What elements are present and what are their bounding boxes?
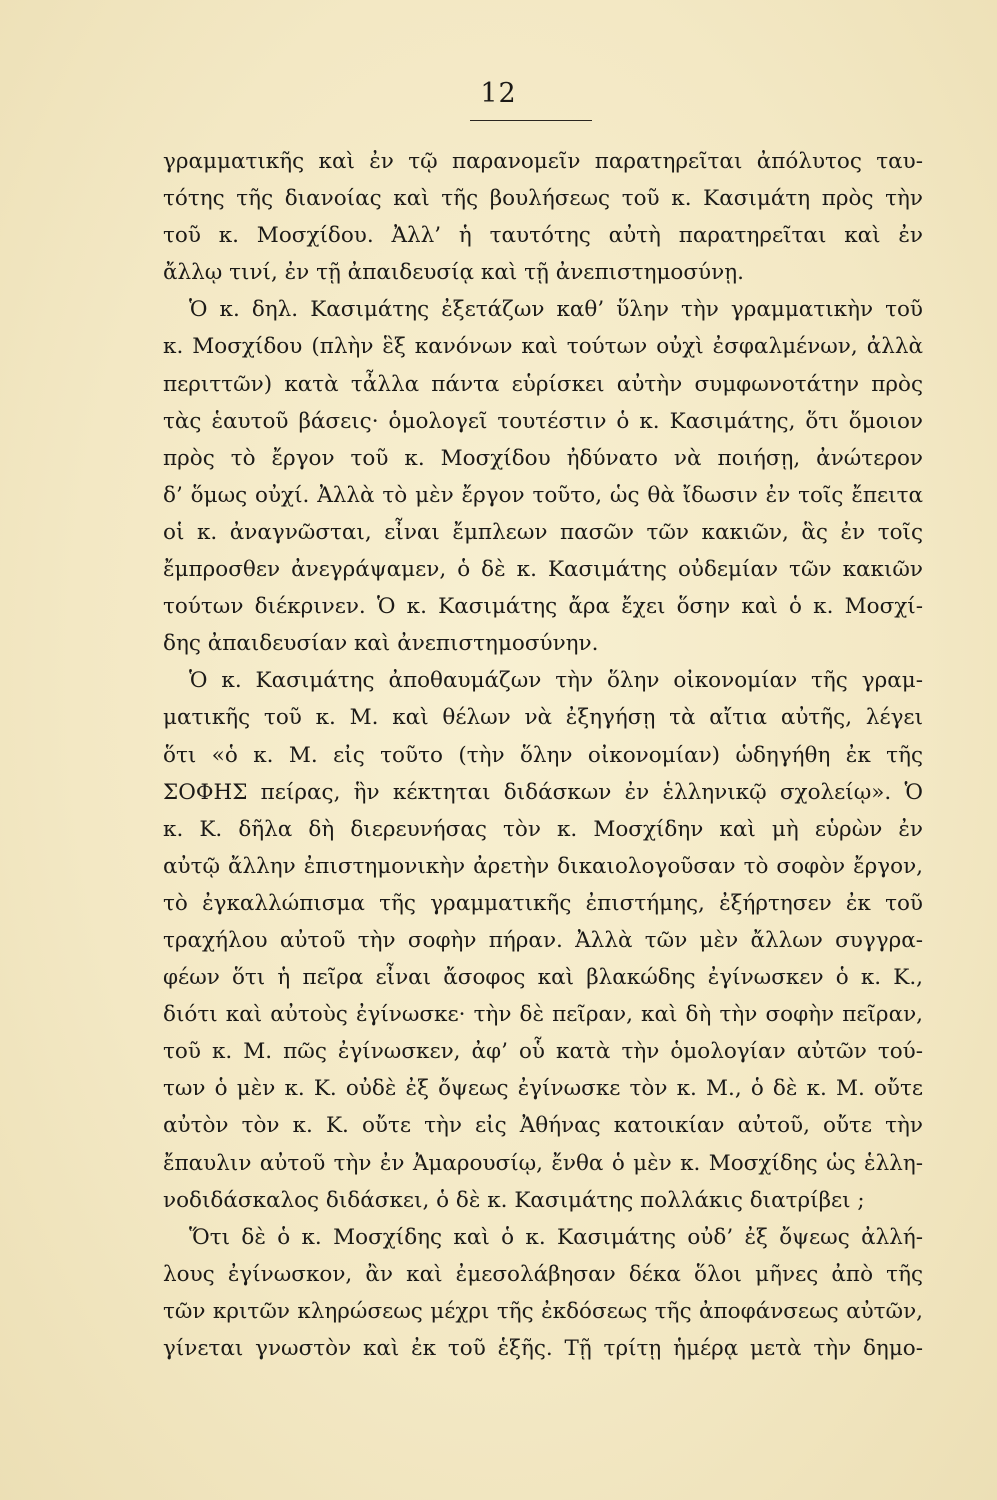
text-line: πρὸς τὸ ἔργον τοῦ κ. Μοσχίδου ἠδύνατο νὰ ποιήσῃ, ἀνώτερον bbox=[163, 445, 923, 471]
text-line: Ὁ κ. δηλ. Κασιμάτης ἐξετάζων καθ’ ὕλην τὴν γραμματικὴν τοῦ bbox=[189, 297, 923, 323]
text-line: τοῦ κ. Μοσχίδου. Ἀλλ’ ἡ ταυτότης αὐτὴ παρατηρεῖται καὶ ἐν bbox=[163, 223, 923, 249]
text-line: κ. Κ. δῆλα δὴ διερευνήσας τὸν κ. Μοσχίδην καὶ μὴ εὑρὼν ἐν bbox=[163, 816, 923, 842]
text-line: νοδιδάσκαλος διδάσκει, ὁ δὲ κ. Κασιμάτης πολλάκις διατρίβει ; bbox=[163, 1187, 865, 1213]
text-line: τοῦ κ. Μ. πῶς ἐγίνωσκεν, ἀφ’ οὗ κατὰ τὴν ὁμολογίαν αὐτῶν τού- bbox=[163, 1039, 923, 1065]
text-line: περιττῶν) κατὰ τἆλλα πάντα εὑρίσκει αὐτὴν συμφωνοτάτην πρὸς bbox=[163, 371, 923, 397]
text-line: δ’ ὅμως οὐχί. Ἀλλὰ τὸ μὲν ἔργον τοῦτο, ὡς θὰ ἴδωσιν ἐν τοῖς ἔπειτα bbox=[163, 482, 923, 508]
text-line: οἱ κ. ἀναγνῶσται, εἶναι ἔμπλεων πασῶν τῶν κακιῶν, ἃς ἐν τοῖς bbox=[163, 519, 923, 545]
text-line: ΣΟΦΗΣ πείρας, ἣν κέκτηται διδάσκων ἐν ἑλληνικῷ σχολείῳ». Ὁ bbox=[163, 779, 923, 805]
body-text bbox=[163, 143, 923, 1367]
header-rule bbox=[470, 120, 592, 121]
text-line: ἄλλῳ τινί, ἐν τῇ ἀπαιδευσίᾳ καὶ τῇ ἀνεπιστημοσύνῃ. bbox=[163, 260, 744, 286]
text-line: κ. Μοσχίδου (πλὴν ἓξ κανόνων καὶ τούτων οὐχὶ ἐσφαλμένων, ἀλλὰ bbox=[163, 334, 923, 360]
page-number: 12 bbox=[480, 78, 517, 109]
text-line: γραμματικῆς καὶ ἐν τῷ παρανομεῖν παρατηρεῖται ἀπόλυτος ταυ- bbox=[163, 149, 923, 174]
text-line: γίνεται γνωστὸν καὶ ἐκ τοῦ ἑξῆς. Τῇ τρίτῃ ἡμέρᾳ μετὰ τὴν δημο- bbox=[163, 1336, 923, 1361]
text-line: ὅτι «ὁ κ. Μ. εἰς τοῦτο (τὴν ὅλην οἰκονομίαν) ὡδηγήθη ἐκ τῆς bbox=[163, 742, 923, 768]
text-line: Ὁ κ. Κασιμάτης ἀποθαυμάζων τὴν ὅλην οἰκονομίαν τῆς γραμ- bbox=[189, 668, 923, 694]
text-line: διότι καὶ αὐτοὺς ἐγίνωσκε· τὴν δὲ πεῖραν, καὶ δὴ τὴν σοφὴν πεῖραν, bbox=[163, 1002, 923, 1028]
text-line: δης ἀπαιδευσίαν καὶ ἀνεπιστημοσύνην. bbox=[163, 631, 599, 657]
text-line: αὐτῷ ἄλλην ἐπιστημονικὴν ἀρετὴν δικαιολογοῦσαν τὸ σοφὸν ἔργον, bbox=[163, 853, 923, 879]
text-line: λους ἐγίνωσκον, ἂν καὶ ἐμεσολάβησαν δέκα ὅλοι μῆνες ἀπὸ τῆς bbox=[163, 1261, 923, 1287]
text-line: ἔπαυλιν αὐτοῦ τὴν ἐν Ἀμαρουσίῳ, ἔνθα ὁ μὲν κ. Μοσχίδης ὡς ἑλλη- bbox=[163, 1150, 923, 1176]
text-line: ἔμπροσθεν ἀνεγράψαμεν, ὁ δὲ κ. Κασιμάτης οὐδεμίαν τῶν κακιῶν bbox=[163, 557, 923, 583]
text-line: τούτων διέκρινεν. Ὁ κ. Κασιμάτης ἄρα ἔχει ὅσην καὶ ὁ κ. Μοσχί- bbox=[163, 594, 923, 620]
text-line: ματικῆς τοῦ κ. Μ. καὶ θέλων νὰ ἐξηγήσῃ τὰ αἴτια αὐτῆς, λέγει bbox=[163, 705, 923, 731]
text-line: τῶν κριτῶν κληρώσεως μέχρι τῆς ἐκδόσεως τῆς ἀποφάνσεως αὐτῶν, bbox=[163, 1298, 923, 1324]
text-line: Ὅτι δὲ ὁ κ. Μοσχίδης καὶ ὁ κ. Κασιμάτης οὐδ’ ἐξ ὄψεως ἀλλή- bbox=[189, 1224, 923, 1250]
text-line: τὸ ἐγκαλλώπισμα τῆς γραμματικῆς ἐπιστήμης, ἐξήρτησεν ἐκ τοῦ bbox=[163, 890, 923, 916]
text-line: των ὁ μὲν κ. Κ. οὐδὲ ἐξ ὄψεως ἐγίνωσκε τὸν κ. Μ., ὁ δὲ κ. Μ. οὔτε bbox=[163, 1076, 923, 1102]
text-line: τραχήλου αὐτοῦ τὴν σοφὴν πήραν. Ἀλλὰ τῶν μὲν ἄλλων συγγρα- bbox=[163, 927, 923, 953]
text-line: τότης τῆς διανοίας καὶ τῆς βουλήσεως τοῦ κ. Κασιμάτη πρὸς τὴν bbox=[163, 186, 923, 212]
text-line: αὐτὸν τὸν κ. Κ. οὔτε τὴν εἰς Ἀθήνας κατοικίαν αὐτοῦ, οὔτε τὴν bbox=[163, 1113, 923, 1139]
text-line: φέων ὅτι ἡ πεῖρα εἶναι ἄσοφος καὶ βλακώδης ἐγίνωσκεν ὁ κ. Κ., bbox=[163, 965, 923, 991]
text-line: τὰς ἑαυτοῦ βάσεις· ὁμολογεῖ τουτέστιν ὁ κ. Κασιμάτης, ὅτι ὅμοιον bbox=[163, 408, 923, 434]
